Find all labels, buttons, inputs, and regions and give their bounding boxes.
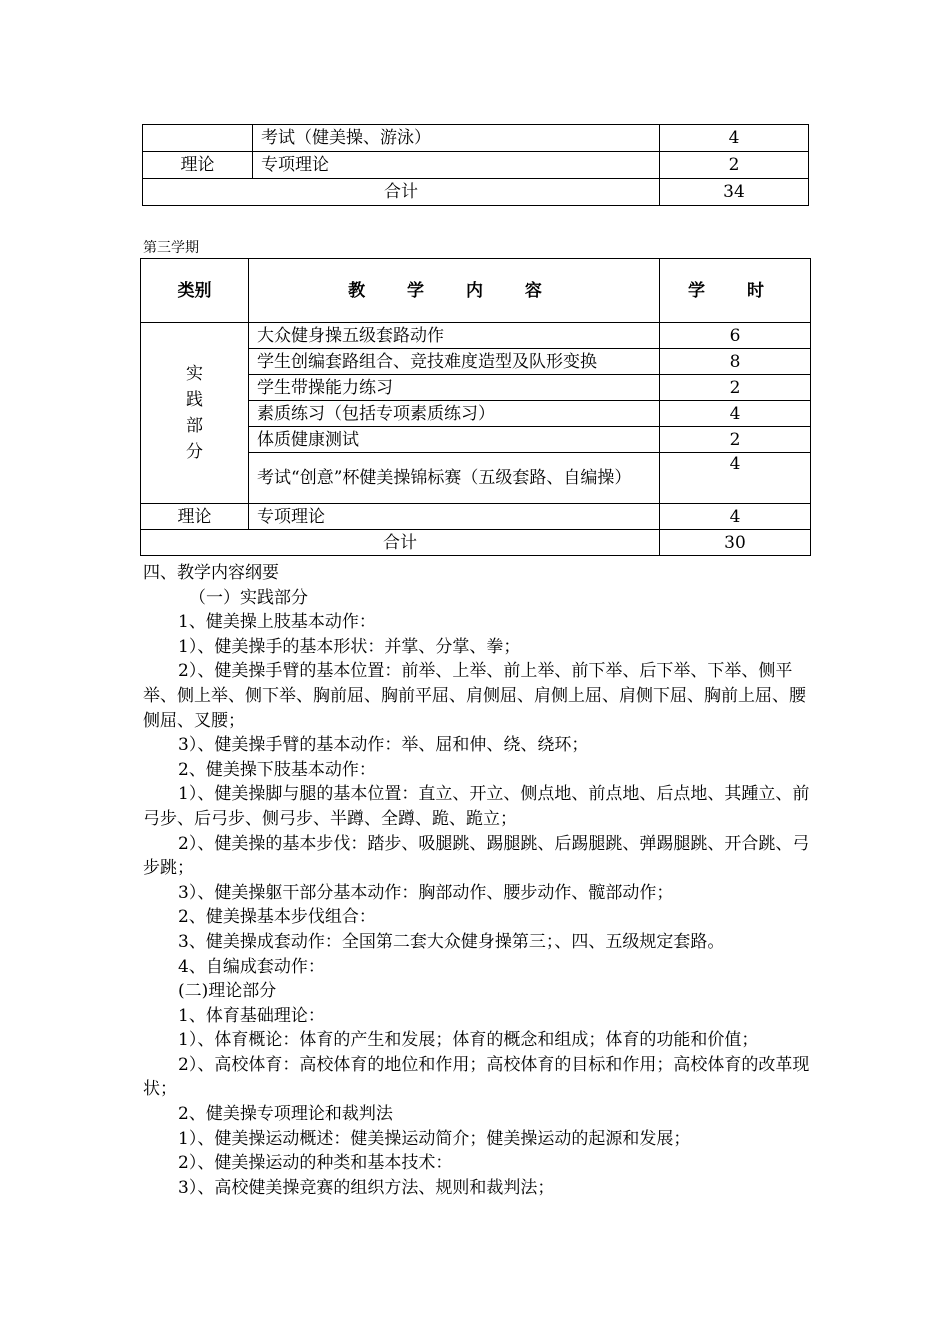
hours-cell: 2	[660, 152, 809, 179]
total-label: 合计	[141, 530, 660, 556]
content-cell: 考试（健美操、游泳）	[253, 125, 660, 152]
content-cell: 学生创编套路组合、竞技难度造型及队形变换	[249, 349, 660, 375]
outline-line: 2）、健美操运动的种类和基本技术：	[178, 1153, 453, 1174]
content-cell: 体质健康测试	[249, 427, 660, 453]
hours-cell: 2	[660, 375, 811, 401]
practice-label-char: 实	[186, 364, 203, 384]
outline-line: 3）、健美操手臂的基本动作：举、屈和伸、绕、绕环；	[178, 735, 589, 756]
content-cell: 素质练习（包括专项素质练习）	[249, 401, 660, 427]
outline-line: 2、健美操基本步伐组合：	[178, 907, 376, 928]
outline-line: 2）、高校体育：高校体育的地位和作用；高校体育的目标和作用；高校体育的改革现状；	[143, 1054, 810, 1100]
total-value: 30	[660, 530, 811, 556]
header-hours: 学 时	[660, 259, 811, 323]
outline-line: 1）、体育概论：体育的产生和发展；体育的概念和组成；体育的功能和价值；	[178, 1030, 759, 1051]
outline-line: 1、健美操上肢基本动作：	[178, 612, 376, 633]
outline-line: 1）、健美操运动概述：健美操运动简介；健美操运动的起源和发展；	[178, 1128, 691, 1149]
hours-cell: 6	[660, 323, 811, 349]
hours-cell: 4	[660, 453, 811, 504]
table-previous-term	[142, 124, 809, 206]
content-cell: 专项理论	[249, 504, 660, 530]
table-row	[143, 125, 809, 152]
total-value: 34	[660, 179, 809, 206]
practice-label-char: 部	[186, 416, 203, 436]
outline-section	[143, 561, 818, 1200]
header-category: 类别	[141, 259, 249, 323]
practice-category-cell	[141, 323, 249, 504]
practice-label-char: 践	[186, 390, 203, 410]
category-cell	[143, 125, 253, 152]
outline-line: （一）实践部分	[189, 587, 308, 608]
hours-cell: 8	[660, 349, 811, 375]
term-label: 第三学期	[143, 240, 199, 256]
outline-line: 1）、健美操手的基本形状：并掌、分掌、拳；	[178, 636, 521, 657]
content-cell: 学生带操能力练习	[249, 375, 660, 401]
header-content: 教 学 内 容	[249, 259, 660, 323]
content-cell: 大众健身操五级套路动作	[249, 323, 660, 349]
table-row	[141, 323, 811, 349]
outline-line: 2）、健美操手臂的基本位置：前举、上举、前上举、前下举、后下举、下举、侧平举、侧上举、侧下举、胸前屈、胸前平屈、肩侧屈、肩侧上屈、肩侧下屈、胸前上屈、腰侧屈、叉腰；	[143, 661, 806, 731]
total-label: 合计	[143, 179, 660, 206]
outline-line: 3）、健美操躯干部分基本动作：胸部动作、腰步动作、髋部动作；	[178, 882, 674, 903]
outline-line: (二)理论部分	[178, 981, 277, 1002]
hours-cell: 4	[660, 401, 811, 427]
outline-line: 3）、高校健美操竞赛的组织方法、规则和裁判法；	[178, 1177, 555, 1198]
total-row	[141, 530, 811, 556]
outline-line: 2、健美操专项理论和裁判法	[178, 1104, 393, 1125]
content-cell: 考试“创意”杯健美操锦标赛（五级套路、自编操）	[249, 453, 660, 504]
outline-line: 2）、健美操的基本步伐：踏步、吸腿跳、踢腿跳、后踢腿跳、弹踢腿跳、开合跳、弓步跳；	[143, 833, 810, 879]
table-term-3	[140, 258, 811, 556]
category-cell: 理论	[143, 152, 253, 179]
table-row	[143, 152, 809, 179]
hours-cell: 4	[660, 125, 809, 152]
theory-row	[141, 504, 811, 530]
header-row	[141, 259, 811, 323]
theory-category-cell: 理论	[141, 504, 249, 530]
practice-label-char: 分	[186, 442, 203, 462]
outline-line: 4、自编成套动作：	[178, 956, 325, 977]
outline-line: 1）、健美操脚与腿的基本位置：直立、开立、侧点地、前点地、后点地、其踵立、前弓步、后弓步、侧弓步、半蹲、全蹲、跪、跪立；	[143, 784, 810, 829]
outline-heading: 四、教学内容纲要	[143, 563, 279, 583]
content-cell: 专项理论	[253, 152, 660, 179]
total-row	[143, 179, 809, 206]
outline-line: 1、体育基础理论：	[178, 1005, 325, 1026]
outline-line: 3、健美操成套动作：全国第二套大众健身操第三；、四、五级规定套路。	[178, 931, 725, 952]
outline-line: 2、健美操下肢基本动作：	[178, 759, 376, 780]
hours-cell: 2	[660, 427, 811, 453]
hours-cell: 4	[660, 504, 811, 530]
